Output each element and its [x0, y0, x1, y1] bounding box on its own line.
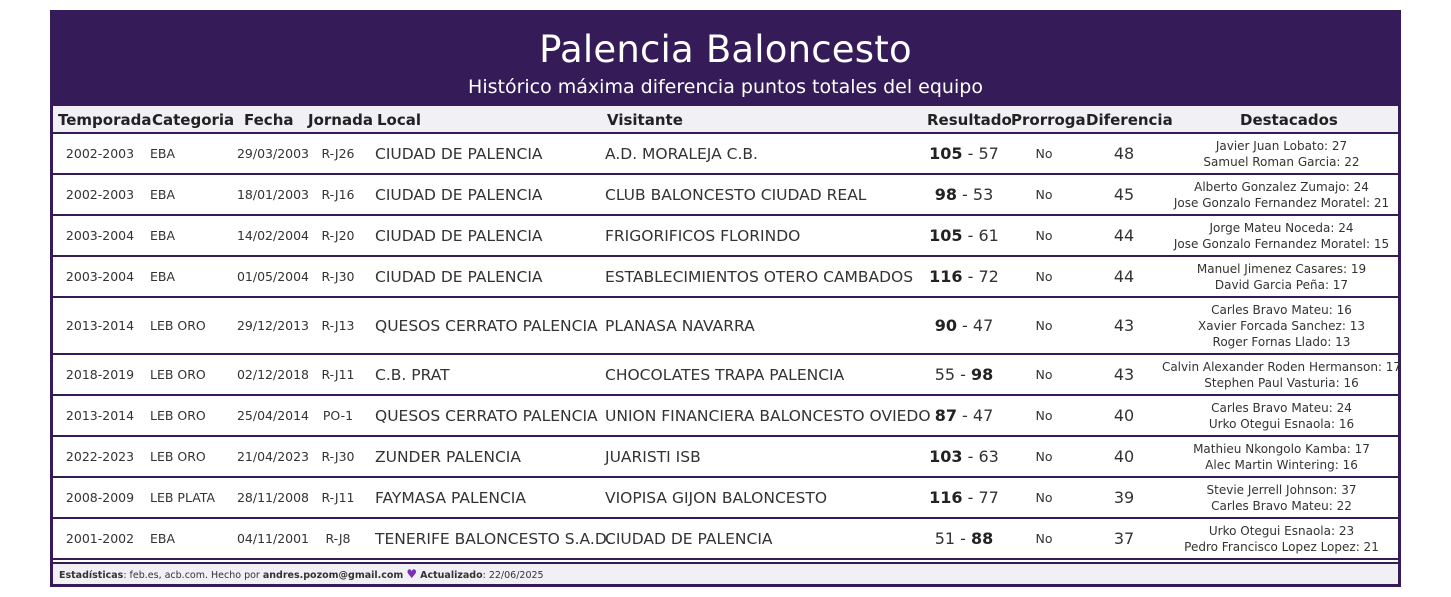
table-header — [53, 106, 1398, 134]
score-separator: - — [962, 267, 979, 286]
cell-temporada: 2013-2014 — [65, 318, 135, 333]
cell-categoria: LEB PLATA — [150, 490, 215, 505]
col-header-categoria[interactable]: Categoria — [152, 111, 235, 129]
score-local: 55 — [934, 365, 956, 384]
cell-local: TENERIFE BALONCESTO S.A.D. — [375, 529, 612, 548]
cell-temporada: 2002-2003 — [65, 187, 135, 202]
cell-temporada: 2001-2002 — [65, 531, 135, 546]
cell-jornada: R-J11 — [321, 490, 355, 505]
cell-visitante: A.D. MORALEJA C.B. — [605, 144, 758, 163]
score-separator: - — [962, 447, 979, 466]
cell-jornada: PO-1 — [322, 408, 354, 423]
table-row — [53, 396, 1398, 437]
score-visitante: 98 — [971, 365, 994, 384]
col-header-fecha[interactable]: Fecha — [244, 111, 294, 129]
score-separator: - — [956, 406, 973, 425]
destacado-player: Jorge Mateu Noceda: 24 — [1209, 220, 1354, 235]
col-header-diferencia[interactable]: Diferencia — [1086, 111, 1173, 129]
destacado-player: Carles Bravo Mateu: 16 — [1211, 302, 1352, 317]
score-visitante: 47 — [972, 316, 994, 335]
cell-destacados — [1165, 298, 1398, 353]
score-separator: - — [956, 316, 973, 335]
cell-resultado — [919, 257, 1009, 296]
cell-visitante: ESTABLECIMIENTOS OTERO CAMBADOS — [605, 267, 914, 286]
cell-categoria: LEB ORO — [150, 318, 206, 333]
cell-diferencia: 43 — [1113, 365, 1135, 384]
destacado-player: Carles Bravo Mateu: 22 — [1211, 498, 1352, 513]
cell-visitante: FRIGORIFICOS FLORINDO — [605, 226, 801, 245]
destacado-player: Manuel Jimenez Casares: 19 — [1196, 261, 1367, 276]
cell-jornada: R-J11 — [321, 367, 355, 382]
score-local: 98 — [934, 185, 957, 204]
score-visitante: 77 — [978, 488, 999, 507]
cell-diferencia: 37 — [1113, 529, 1135, 548]
cell-jornada: R-J26 — [321, 146, 355, 161]
score-visitante: 88 — [971, 529, 994, 548]
cell-temporada: 2003-2004 — [65, 228, 135, 243]
cell-fecha: 29/03/2003 — [236, 146, 310, 161]
purple-heart-icon: ♥ — [406, 567, 418, 581]
cell-prorroga: No — [1035, 531, 1053, 546]
cell-visitante: PLANASA NAVARRA — [605, 316, 755, 335]
cell-prorroga: No — [1035, 318, 1053, 333]
cell-diferencia: 44 — [1113, 267, 1135, 286]
col-header-jornada[interactable]: Jornada — [308, 111, 373, 129]
cell-prorroga: No — [1035, 146, 1053, 161]
cell-local: FAYMASA PALENCIA — [375, 488, 526, 507]
cell-fecha: 04/11/2001 — [236, 531, 310, 546]
destacado-player: Alberto Gonzalez Zumajo: 24 — [1194, 179, 1369, 194]
score-local: 87 — [934, 406, 957, 425]
score-visitante: 57 — [978, 144, 999, 163]
cell-visitante: UNION FINANCIERA BALONCESTO OVIEDO — [605, 406, 931, 425]
cell-jornada: R-J30 — [321, 269, 355, 284]
cell-categoria: EBA — [150, 269, 176, 284]
cell-fecha: 14/02/2004 — [236, 228, 310, 243]
col-header-prorroga[interactable]: Prorroga — [1011, 111, 1086, 129]
cell-prorroga: No — [1035, 187, 1053, 202]
cell-prorroga: No — [1035, 228, 1053, 243]
cell-destacados — [1165, 175, 1398, 214]
cell-fecha: 25/04/2014 — [236, 408, 310, 423]
cell-prorroga: No — [1035, 408, 1053, 423]
footer-author: andres.pozom@gmail.com — [262, 570, 404, 581]
table-card — [50, 10, 1401, 587]
footer-updated-label: Actualizado — [420, 570, 483, 581]
col-header-temporada[interactable]: Temporada — [58, 111, 152, 129]
cell-fecha: 28/11/2008 — [236, 490, 310, 505]
score-visitante: 63 — [978, 447, 999, 466]
cell-categoria: LEB ORO — [150, 367, 206, 382]
cell-resultado — [919, 355, 1009, 394]
cell-destacados — [1165, 216, 1398, 255]
cell-prorroga: No — [1035, 367, 1053, 382]
cell-resultado — [919, 437, 1009, 476]
cell-diferencia: 39 — [1113, 488, 1135, 507]
cell-fecha: 02/12/2018 — [236, 367, 310, 382]
cell-fecha: 29/12/2013 — [236, 318, 310, 333]
score-local: 105 — [929, 144, 963, 163]
cell-diferencia: 44 — [1113, 226, 1135, 245]
destacado-player: Urko Otegui Esnaola: 16 — [1208, 416, 1355, 431]
cell-local: CIUDAD DE PALENCIA — [375, 185, 543, 204]
cell-categoria: LEB ORO — [150, 449, 206, 464]
cell-jornada: R-J16 — [321, 187, 355, 202]
cell-local: QUESOS CERRATO PALENCIA — [375, 406, 598, 425]
cell-resultado — [919, 298, 1009, 353]
cell-visitante: CHOCOLATES TRAPA PALENCIA — [605, 365, 845, 384]
cell-prorroga: No — [1035, 269, 1053, 284]
destacado-player: Javier Juan Lobato: 27 — [1215, 138, 1348, 153]
cell-categoria: LEB ORO — [150, 408, 206, 423]
cell-prorroga: No — [1035, 449, 1053, 464]
cell-diferencia: 40 — [1113, 406, 1135, 425]
score-visitante: 53 — [972, 185, 994, 204]
score-separator: - — [956, 185, 973, 204]
destacado-player: Stephen Paul Vasturia: 16 — [1204, 375, 1359, 390]
page-subtitle: Histórico máxima diferencia puntos totales del equipo — [468, 76, 983, 98]
page-title: Palencia Baloncesto — [539, 28, 912, 71]
cell-fecha: 18/01/2003 — [236, 187, 310, 202]
score-local: 116 — [929, 267, 963, 286]
cell-temporada: 2008-2009 — [65, 490, 135, 505]
cell-visitante: JUARISTI ISB — [605, 447, 701, 466]
cell-resultado — [919, 396, 1009, 435]
cell-diferencia: 45 — [1113, 185, 1135, 204]
table-row — [53, 134, 1398, 175]
destacado-player: Roger Fornas Llado: 13 — [1212, 334, 1351, 349]
score-local: 51 — [934, 529, 956, 548]
cell-fecha: 01/05/2004 — [236, 269, 310, 284]
col-header-local[interactable]: Local — [377, 111, 422, 129]
table-row — [53, 175, 1398, 216]
score-visitante: 47 — [972, 406, 994, 425]
table-row — [53, 355, 1402, 396]
cell-jornada: R-J13 — [321, 318, 355, 333]
cell-prorroga: No — [1035, 490, 1053, 505]
footer-stats-label: Estadísticas — [59, 570, 124, 581]
destacado-player: David Garcia Peña: 17 — [1214, 277, 1349, 292]
destacado-player: Calvin Alexander Roden Hermanson: 17 — [1161, 359, 1402, 374]
cell-destacados — [1165, 257, 1398, 296]
col-header-visitante[interactable]: Visitante — [607, 111, 683, 129]
destacado-player: Urko Otegui Esnaola: 23 — [1208, 523, 1355, 538]
table-row — [53, 257, 1398, 298]
cell-destacados — [1165, 519, 1398, 558]
cell-jornada: R-J30 — [321, 449, 355, 464]
cell-temporada: 2013-2014 — [65, 408, 135, 423]
cell-categoria: EBA — [150, 146, 176, 161]
cell-jornada: R-J20 — [321, 228, 355, 243]
cell-local: ZUNDER PALENCIA — [375, 447, 521, 466]
cell-temporada: 2022-2023 — [65, 449, 135, 464]
cell-resultado — [919, 134, 1009, 173]
cell-visitante: CIUDAD DE PALENCIA — [605, 529, 773, 548]
destacado-player: Stevie Jerrell Johnson: 37 — [1206, 482, 1357, 497]
cell-destacados — [1165, 478, 1398, 517]
destacado-player: Samuel Roman Garcia: 22 — [1203, 154, 1360, 169]
footer-credits — [53, 564, 1398, 584]
table-row — [53, 298, 1398, 355]
score-separator: - — [955, 529, 972, 548]
footer-updated-date: : 22/06/2025 — [482, 570, 544, 581]
cell-resultado — [919, 175, 1009, 214]
cell-categoria: EBA — [150, 187, 176, 202]
score-visitante: 61 — [978, 226, 999, 245]
cell-categoria: EBA — [150, 531, 176, 546]
col-header-resultado[interactable]: Resultado — [927, 111, 1012, 129]
footer-stats-sources: : feb.es, acb.com. Hecho por — [123, 570, 263, 581]
cell-temporada: 2018-2019 — [65, 367, 135, 382]
cell-fecha: 21/04/2023 — [236, 449, 310, 464]
cell-local: QUESOS CERRATO PALENCIA — [375, 316, 598, 335]
destacado-player: Carles Bravo Mateu: 24 — [1211, 400, 1352, 415]
score-separator: - — [955, 365, 972, 384]
destacado-player: Jose Gonzalo Fernandez Moratel: 21 — [1173, 195, 1390, 210]
destacado-player: Pedro Francisco Lopez Lopez: 21 — [1184, 539, 1379, 554]
table-row — [53, 519, 1398, 560]
cell-destacados — [1165, 396, 1398, 435]
score-separator: - — [962, 144, 979, 163]
score-visitante: 72 — [978, 267, 999, 286]
table-row — [53, 478, 1398, 519]
cell-local: CIUDAD DE PALENCIA — [375, 144, 543, 163]
score-local: 116 — [929, 488, 963, 507]
score-local: 105 — [929, 226, 963, 245]
cell-local: CIUDAD DE PALENCIA — [375, 226, 543, 245]
cell-visitante: VIOPISA GIJON BALONCESTO — [605, 488, 828, 507]
score-separator: - — [962, 226, 979, 245]
score-separator: - — [962, 488, 979, 507]
cell-resultado — [919, 478, 1009, 517]
cell-local: CIUDAD DE PALENCIA — [375, 267, 543, 286]
destacado-player: Mathieu Nkongolo Kamba: 17 — [1193, 441, 1370, 456]
cell-temporada: 2003-2004 — [65, 269, 135, 284]
cell-diferencia: 48 — [1113, 144, 1135, 163]
cell-visitante: CLUB BALONCESTO CIUDAD REAL — [605, 185, 867, 204]
cell-diferencia: 43 — [1113, 316, 1135, 335]
destacado-player: Jose Gonzalo Fernandez Moratel: 15 — [1173, 236, 1390, 251]
cell-resultado — [919, 519, 1009, 558]
cell-local: C.B. PRAT — [375, 365, 450, 384]
cell-destacados — [1165, 437, 1398, 476]
score-local: 90 — [934, 316, 957, 335]
stats-table — [53, 106, 1402, 562]
cell-destacados — [1165, 134, 1398, 173]
score-local: 103 — [929, 447, 963, 466]
destacado-player: Alec Martin Wintering: 16 — [1205, 457, 1358, 472]
cell-jornada: R-J8 — [325, 531, 351, 546]
cell-temporada: 2002-2003 — [65, 146, 135, 161]
table-row — [53, 216, 1398, 257]
cell-categoria: EBA — [150, 228, 176, 243]
destacado-player: Xavier Forcada Sanchez: 13 — [1198, 318, 1365, 333]
col-header-destacados[interactable]: Destacados — [1240, 111, 1338, 129]
cell-diferencia: 40 — [1113, 447, 1135, 466]
table-row — [53, 437, 1398, 478]
cell-resultado — [919, 216, 1009, 255]
cell-destacados — [1161, 355, 1402, 394]
